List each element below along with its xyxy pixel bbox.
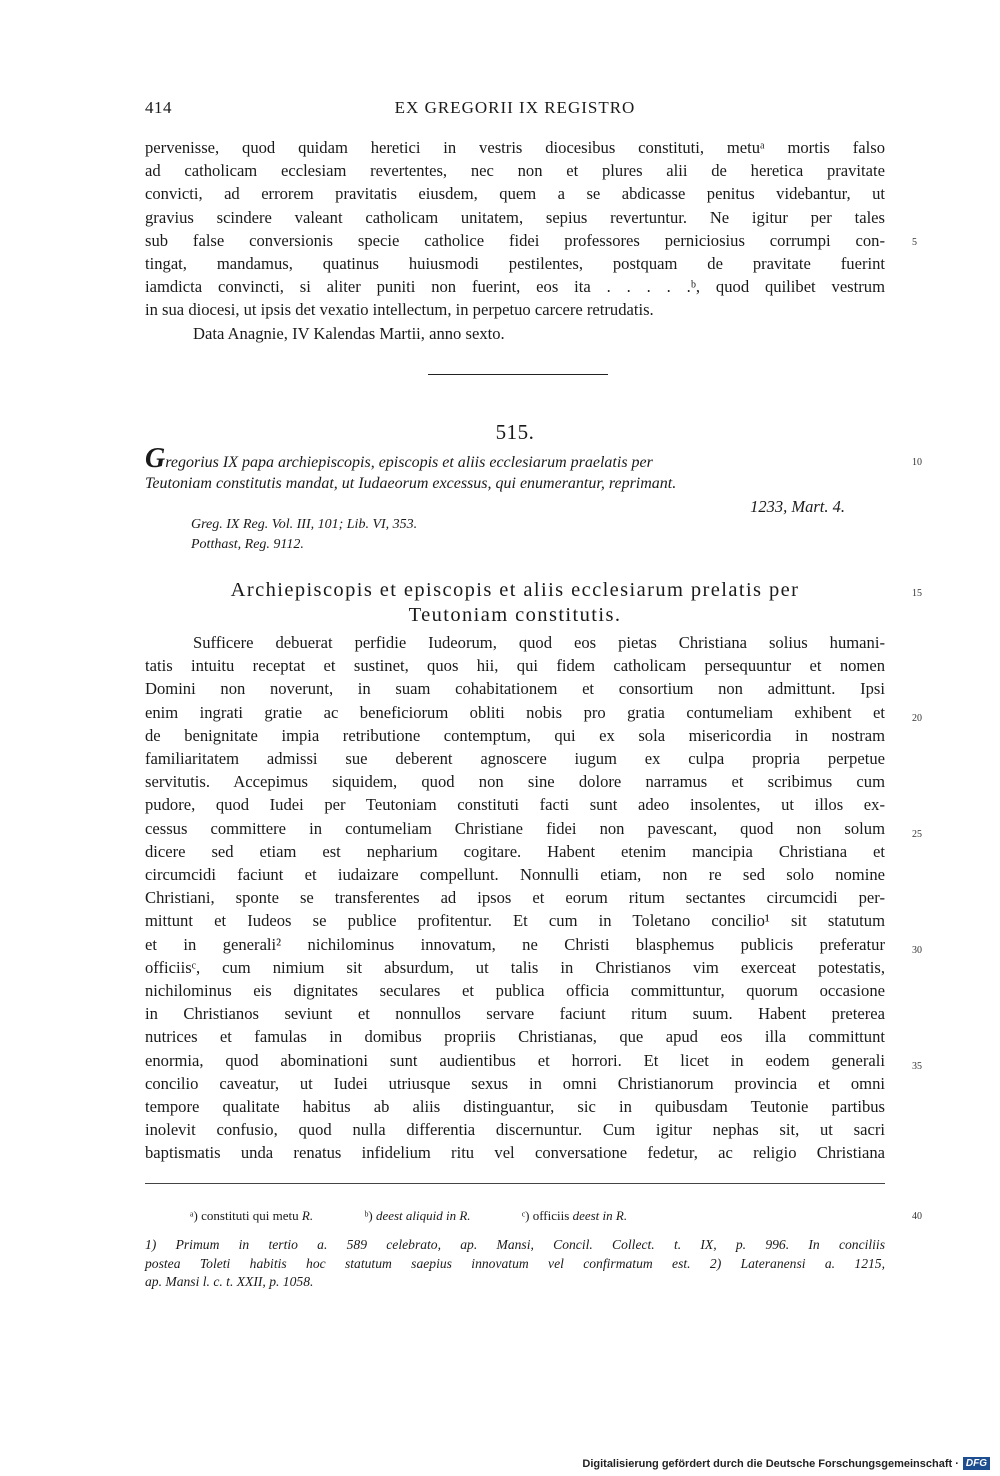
text-line: officiisᶜ, cum nimium sit absurdum, ut talis in Christianos vim exerceat potestatis,: [145, 957, 885, 977]
apparatus-note-b: [364, 1208, 470, 1223]
text-line: gravius scindere valeant catholicam unitatem, sepius revertuntur. Ne igitur per tales: [145, 207, 885, 227]
line-number: 5: [912, 237, 917, 248]
line-number: 40: [912, 1211, 922, 1222]
page-number: 414: [145, 98, 172, 117]
text-line: enim ingrati gratie ac beneficiorum obliti nobis pro gratia contumeliam exhibent et: [145, 702, 885, 722]
dfg-logo: DFG: [963, 1457, 990, 1470]
apparatus-note-a-text: ᵃ) constituti qui metu: [190, 1208, 302, 1223]
page-header: [145, 98, 885, 122]
text-line: tingat, mandamus, quatinus huiusmodi pestilentes, postquam de pravitate fuerint: [145, 254, 885, 274]
footnote-line: 1) Primum in tertio a. 589 celebrato, ap. Mansi, Concil. Collect. t. IX, p. 996. In conciliis: [145, 1237, 885, 1252]
regest-text-1: regorius IX papa archiepiscopis, episcopis et aliis ecclesiarum praelatis per: [165, 454, 653, 471]
text-line: mittunt et Iudeos se publice profitentur. Et cum in Toletano concilio¹ sit statutum: [145, 911, 885, 931]
source-potthast: Potthast, Reg. 9112.: [191, 537, 304, 552]
text-line: Sufficere debuerat perfidie Iudeorum, quod eos pietas Christiana solius humani-: [193, 633, 885, 652]
text-line: dicere sed etiam est nepharium cogitare. Habent etenim mancipia Christiana et: [145, 841, 885, 861]
datum-line: Data Anagnie, IV Kalendas Martii, anno sexto.: [193, 323, 505, 343]
text-line: Christiani, sponte se transferentes ad ipsos et eorum ritum sectantes circumcidi per-: [145, 888, 885, 908]
text-line: Domini non noverunt, in suam cohabitationem et consortium non admittunt. Ipsi: [145, 679, 885, 699]
critical-apparatus: [190, 1208, 790, 1224]
footnote-rule: [145, 1183, 885, 1185]
line-number: 10: [912, 457, 922, 468]
line-number: 20: [912, 713, 922, 724]
document-number: 515.: [495, 420, 535, 444]
apparatus-note-c: [522, 1208, 627, 1223]
regest-line-2: Teutoniam constitutis mandat, ut Iudaeorum excessus, qui enumerantur, reprimant.: [145, 475, 677, 492]
credit-text: Digitalisierung gefördert durch die Deutsche Forschungsgemeinschaft ·: [582, 1457, 959, 1470]
apparatus-note-a: [190, 1208, 313, 1223]
text-line: ad catholicam ecclesiam revertentes, nec non et plures alii de heretica pravitate: [145, 161, 885, 181]
text-line: servitutis. Accepimus siquidem, quod non sine dolore narramus et scribimus cum: [145, 772, 885, 792]
footnote-line: ap. Mansi l. c. t. XXII, p. 1058.: [145, 1274, 314, 1289]
line-number: 30: [912, 945, 922, 956]
text-line: concilio caveatur, ut Iudei utriusque sexus in omni Christianorum provincia et omni: [145, 1073, 885, 1093]
apparatus-note-b-mark: ᵇ): [364, 1208, 376, 1223]
footnotes: [145, 1236, 885, 1292]
initial-letter: G: [145, 443, 166, 474]
text-line: cessus committere in contumeliam Christiane fidei non pavescant, quod non solum: [145, 818, 885, 838]
text-line: iamdicta convincti, si aliter puniti non fuerint, eos ita . . . . .ᵇ, quod quilibet vestrum: [145, 277, 885, 297]
text-line: tempore qualitate habitus ab aliis distinguantur, sic in quibusdam Teutonie partibus: [145, 1097, 885, 1117]
text-line: circumcidi faciunt et iudaizare compellunt. Nonnulli etiam, non re sed solo nomine: [145, 865, 885, 885]
text-line: et in generali² nichilominus innovatum, ne Christi blasphemus publicis preferatur: [145, 934, 885, 954]
apparatus-note-a-siglum: R.: [301, 1208, 314, 1223]
document-date: 1233, Mart. 4.: [750, 497, 845, 516]
text-line: inolevit confusio, quod nulla differentia discernuntur. Cum igitur nephas sit, ut sacri: [145, 1120, 885, 1140]
text-line: in Christianos seviunt et nonnullos servare faciunt ritum suum. Habent preterea: [145, 1004, 885, 1024]
text-line: pervenisse, quod quidam heretici in vestris diocesibus constituti, metuᵃ mortis falso: [145, 138, 885, 157]
digitization-credit: [582, 1457, 990, 1470]
address-line-2: Teutoniam constitutis.: [408, 604, 622, 626]
text-line: enormia, quod abominationi sunt audientibus et horrori. Et licet in eodem generali: [145, 1050, 885, 1070]
line-number: 35: [912, 1061, 922, 1072]
text-block-continuation: [145, 136, 885, 345]
text-line: in sua diocesi, ut ipsis det vexatio intellectum, in perpetuo carcere retrudatis.: [145, 300, 654, 320]
text-line: baptismatis unda renatus infidelium ritu vel conversatione fedetur, ac religio Christiana: [145, 1143, 885, 1163]
running-head: EX GREGORII IX REGISTRO: [394, 98, 636, 117]
source-register: Greg. IX Reg. Vol. III, 101; Lib. VI, 353.: [191, 517, 418, 532]
sources: [191, 515, 417, 555]
address-heading: [145, 578, 885, 628]
line-number: 25: [912, 829, 922, 840]
text-line: familiaritatem admissi sue deberent agnoscere iugum ex culpa propria perpetue: [145, 749, 885, 769]
section-separator: [428, 374, 608, 376]
regest-line-1: [145, 443, 885, 474]
address-line-1: Archiepiscopis et episcopis et aliis ecclesiarum prelatis per: [230, 579, 800, 601]
text-line: de benignitate impia retributione contemptum, qui ex sola misericordia in nostram: [145, 725, 885, 745]
text-line: pudore, quod Iudei per Teutoniam constituti facti sunt adeo insolentes, ut illos ex-: [145, 795, 885, 815]
text-line: nichilominus eis dignitates seculares et publica officia committuntur, quorum occasione: [145, 981, 885, 1001]
text-line: convicti, ad errorem pravitatis eiusdem, quem a se abdicasse penitus videbantur, ut: [145, 184, 885, 204]
regest: [145, 443, 885, 494]
text-line: sub false conversionis specie catholice fidei professores perniciosius corrumpi con-: [145, 230, 885, 250]
text-line: nutrices et famulas in domibus propriis Christianas, que apud eos illa committunt: [145, 1027, 885, 1047]
apparatus-note-b-text: deest aliquid in R.: [375, 1208, 471, 1223]
text-block-main: [145, 631, 885, 1165]
footnote-line: postea Toleti habitis hoc statutum saepius innovatum vel confirmatum est. 2) Lateranensi a. 1215,: [145, 1255, 885, 1271]
apparatus-note-c-text: deest in R.: [572, 1208, 628, 1223]
apparatus-note-c-mark: ᶜ) officiis: [521, 1208, 573, 1223]
line-number: 15: [912, 588, 922, 599]
text-line: tatis intuitu receptat et sustinet, quos hii, qui fidem catholicam persequuntur et nomen: [145, 656, 885, 676]
